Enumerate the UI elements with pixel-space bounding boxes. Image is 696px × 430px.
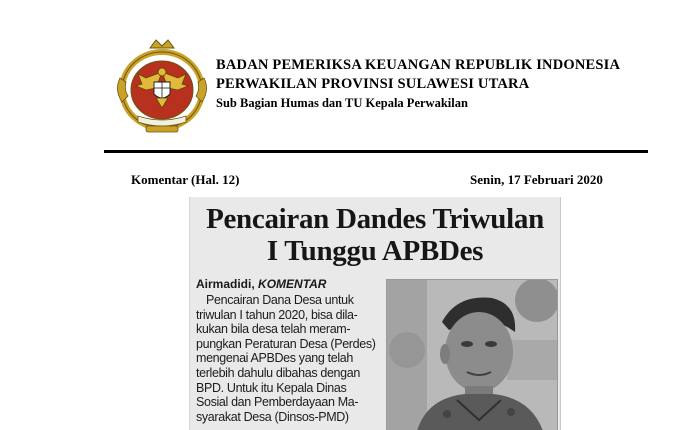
clipping-headline <box>190 203 560 267</box>
source-label: Komentar (Hal. 12) <box>131 172 240 187</box>
org-name: BADAN PEMERIKSA KEUANGAN REPUBLIK INDONESIA <box>216 57 621 73</box>
article-photo <box>386 279 558 430</box>
organization-header <box>216 56 620 112</box>
newspaper-clipping <box>189 197 561 430</box>
article-line: syarakat Desa (Dinsos-PMD) <box>196 409 349 424</box>
article-line: BPD. Untuk itu Kepala Dinas <box>196 380 347 395</box>
headline-line-1: Pencairan Dandes Triwulan <box>206 203 544 235</box>
article-line: Pencairan Dana Desa untuk <box>206 293 354 307</box>
article-body <box>196 293 376 424</box>
official-portrait-photo <box>387 280 557 430</box>
dateline-place: Airmadidi, <box>196 277 255 291</box>
article-line: mengenai APBDes yang telah <box>196 351 353 366</box>
bpk-garuda-emblem-icon <box>116 38 208 134</box>
article-line: triwulan I tahun 2020, bisa dila- <box>196 307 358 322</box>
article-dateline <box>196 277 326 291</box>
article-line: kukan bila desa telah meram- <box>196 322 351 337</box>
bpk-logo <box>116 38 208 134</box>
headline-line-2: I Tunggu APBDes <box>266 235 484 267</box>
org-subdivision: Sub Bagian Humas dan TU Kepala Perwakilan <box>216 96 468 110</box>
article-line: Sosial dan Pemberdayaan Ma- <box>196 395 359 410</box>
date-label: Senin, 17 Februari 2020 <box>470 172 603 187</box>
article-line: pungkan Peraturan Desa (Perdes) <box>196 336 376 351</box>
article-line: terlebih dahulu dibahas dengan <box>196 365 360 380</box>
header-divider <box>104 150 648 153</box>
org-branch: PERWAKILAN PROVINSI SULAWESI UTARA <box>216 76 530 92</box>
dateline-paper: KOMENTAR <box>258 277 327 291</box>
